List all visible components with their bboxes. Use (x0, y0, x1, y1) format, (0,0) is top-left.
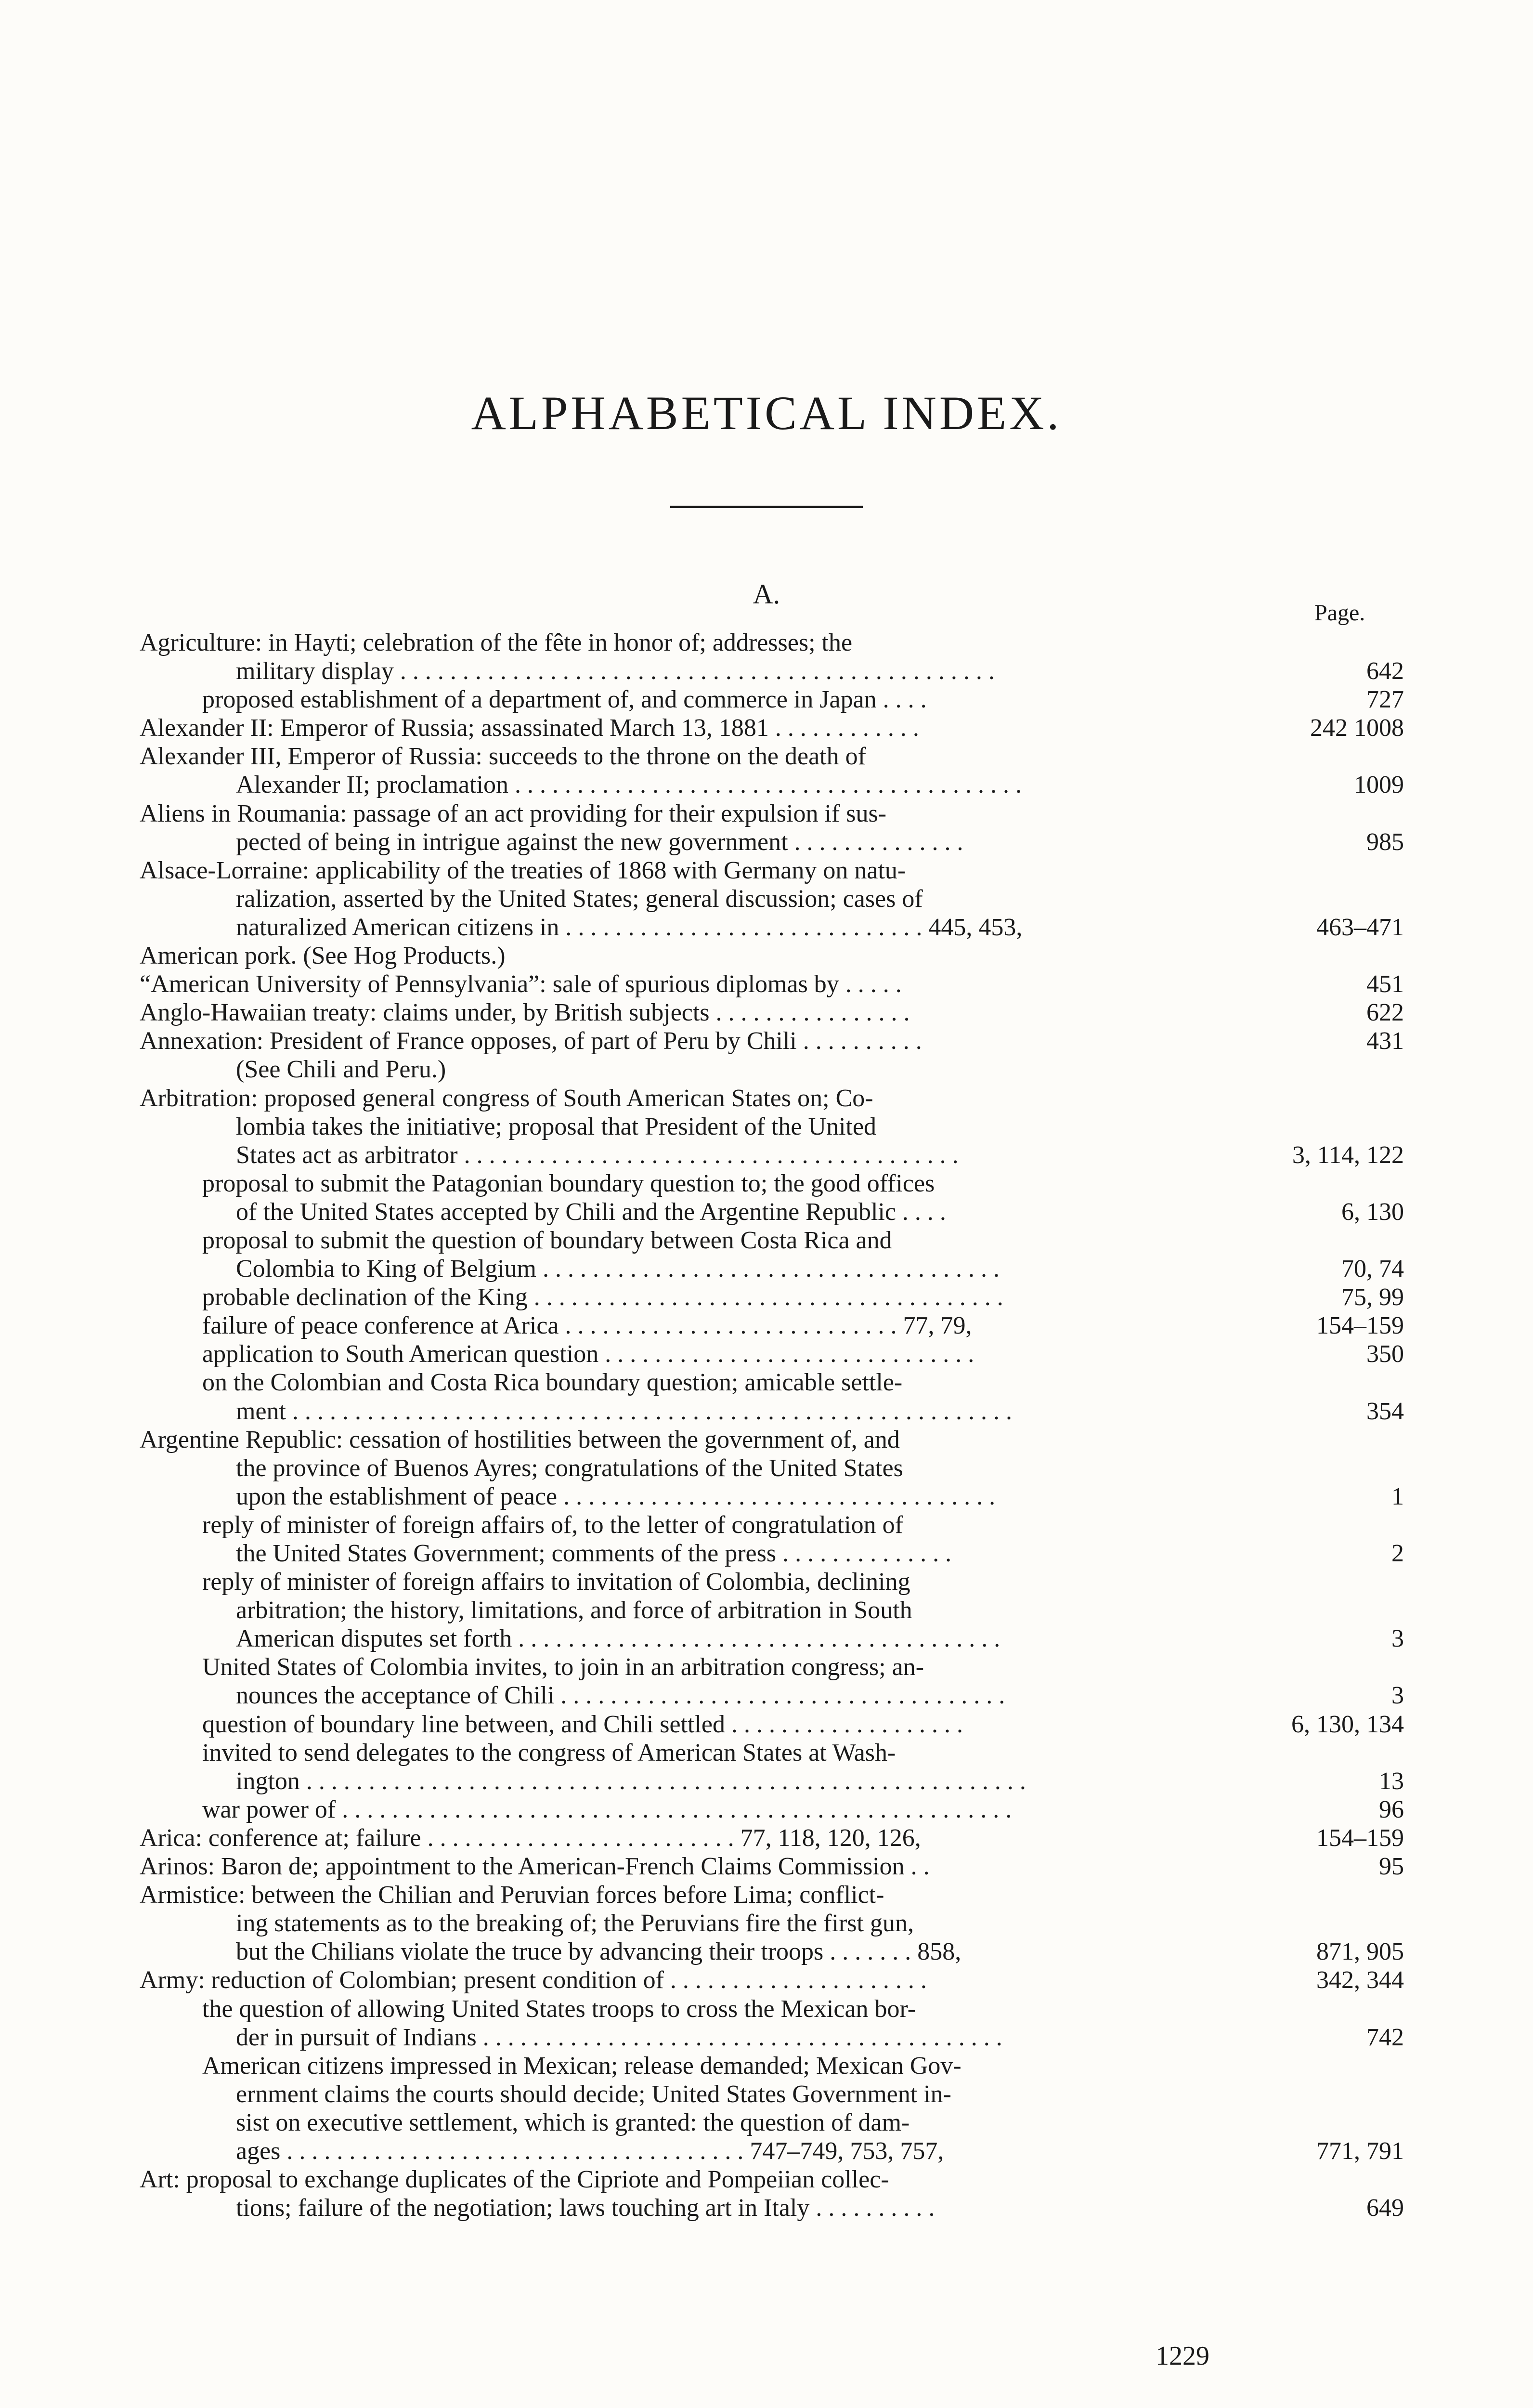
index-line-page: 154–159 (1316, 1824, 1404, 1852)
index-line-text: American citizens impressed in Mexican; release demanded; Mexican Gov- (202, 2052, 961, 2080)
index-line (140, 2165, 1404, 2194)
index-line (140, 1795, 1404, 1824)
index-line-text: nounces the acceptance of Chili . . . . . . . . . . . . . . . . . . . . . . . . . . . . . . . . . . . . (236, 1682, 1005, 1710)
index-line-text: Arbitration: proposed general congress of South American States on; Co- (140, 1084, 873, 1112)
index-line (140, 1511, 1404, 1539)
index-line (140, 714, 1404, 742)
page-number: 1229 (1156, 2341, 1209, 2371)
index-line-text: arbitration; the history, limitations, and force of arbitration in South (236, 1597, 912, 1624)
title-rule (670, 506, 863, 508)
index-line (140, 1027, 1404, 1055)
index-line (140, 1624, 1404, 1653)
index-line-text: (See Chili and Peru.) (236, 1056, 446, 1084)
index-line-page: 342, 344 (1316, 1966, 1404, 1994)
index-line (140, 1454, 1404, 1482)
index-line (140, 2052, 1404, 2080)
index-line (140, 1283, 1404, 1311)
index-line-text: States act as arbitrator . . . . . . . . . . . . . . . . . . . . . . . . . . . . . . . . . . . . . . . . (236, 1141, 959, 1169)
index-line-page: 350 (1366, 1340, 1404, 1368)
index-line (140, 913, 1404, 942)
index-line-text: probable declination of the King . . . . . . . . . . . . . . . . . . . . . . . . . . . . . . . . . . . . . . (202, 1283, 1003, 1311)
index-line-text: Aliens in Roumania: passage of an act providing for their expulsion if sus- (140, 799, 887, 827)
index-line-text: Arica: conference at; failure . . . . . . . . . . . . . . . . . . . . . . . . . 77, 118, 120, 126, (140, 1824, 921, 1852)
index-line-page: 985 (1366, 828, 1404, 856)
index-line-text: Colombia to King of Belgium . . . . . . . . . . . . . . . . . . . . . . . . . . . . . . . . . . . . . (236, 1255, 1000, 1283)
index-line-page: 742 (1366, 2023, 1404, 2051)
index-line (140, 1966, 1404, 1994)
index-line-text: Alexander II; proclamation . . . . . . . . . . . . . . . . . . . . . . . . . . . . . . . . . . . . . . . . . (236, 771, 1022, 799)
index-line (140, 1995, 1404, 2023)
index-line-text: Annexation: President of France opposes, of part of Peru by Chili . . . . . . . . . . (140, 1027, 922, 1055)
index-line-text: “American University of Pennsylvania”: sale of spurious diplomas by . . . . . (140, 970, 902, 998)
index-line (140, 1084, 1404, 1112)
index-line (140, 685, 1404, 714)
index-line-text: military display . . . . . . . . . . . . . . . . . . . . . . . . . . . . . . . . . . . . . . . . . . . . . . . . (236, 657, 995, 685)
index-line (140, 998, 1404, 1027)
index-line (140, 1937, 1404, 1966)
index-line-text: the province of Buenos Ayres; congratulations of the United States (236, 1454, 903, 1482)
index-line-text: United States of Colombia invites, to join in an arbitration congress; an- (202, 1653, 924, 1681)
index-line (140, 771, 1404, 799)
index-line-page: 431 (1366, 1027, 1404, 1055)
index-line-text: reply of minister of foreign affairs of, to the letter of congratulation of (202, 1511, 903, 1539)
index-line-text: ment . . . . . . . . . . . . . . . . . . . . . . . . . . . . . . . . . . . . . . . . . . . . . . . . . . . . . . . . . . (236, 1397, 1012, 1425)
index-line-page: 871, 905 (1316, 1938, 1404, 1966)
index-line-text: ages . . . . . . . . . . . . . . . . . . . . . . . . . . . . . . . . . . . . . 747–749, 753, 757, (236, 2137, 944, 2165)
index-line (140, 1198, 1404, 1226)
index-line-text: Alexander II: Emperor of Russia; assassinated March 13, 1881 . . . . . . . . . . . . (140, 714, 919, 742)
index-line-page: 3 (1391, 1682, 1404, 1710)
index-line (140, 942, 1404, 970)
index-line-text: Agriculture: in Hayti; celebration of the fête in honor of; addresses; the (140, 629, 853, 656)
index-line (140, 1340, 1404, 1368)
index-line (140, 2194, 1404, 2222)
index-line-text: upon the establishment of peace . . . . . . . . . . . . . . . . . . . . . . . . . . . . . . . . . . . (236, 1482, 996, 1510)
index-line-text: tions; failure of the negotiation; laws touching art in Italy . . . . . . . . . . (236, 2194, 935, 2222)
index-line-text: on the Colombian and Costa Rica boundary question; amicable settle- (202, 1369, 903, 1397)
index-line (140, 1739, 1404, 1767)
index-line-page: 771, 791 (1316, 2137, 1404, 2165)
index-line (140, 828, 1404, 856)
index-line-text: Army: reduction of Colombian; present condition of . . . . . . . . . . . . . . . . . . . . . (140, 1966, 927, 1994)
index-line-page: 154–159 (1316, 1312, 1404, 1340)
index-line (140, 1881, 1404, 1909)
index-line-page: 3, 114, 122 (1292, 1141, 1404, 1169)
index-line-text: American disputes set forth . . . . . . . . . . . . . . . . . . . . . . . . . . . . . . . . . . . . . . . (236, 1625, 1000, 1653)
index-line (140, 1681, 1404, 1710)
index-entries (140, 628, 1404, 2222)
index-line-text: Alsace-Lorraine: applicability of the treaties of 1868 with Germany on natu- (140, 856, 906, 884)
index-line-text: the United States Government; comments of the press . . . . . . . . . . . . . . (236, 1540, 952, 1567)
index-line (140, 1568, 1404, 1596)
index-line-page: 1009 (1354, 771, 1404, 799)
index-line-page: 451 (1366, 970, 1404, 998)
index-line-text: proposal to submit the question of boundary between Costa Rica and (202, 1226, 892, 1254)
index-line-text: failure of peace conference at Arica . . . . . . . . . . . . . . . . . . . . . . . . . . . 77, 79, (202, 1312, 972, 1340)
index-line (140, 1539, 1404, 1568)
index-line-page: 3 (1391, 1625, 1404, 1653)
index-line-page: 727 (1366, 686, 1404, 714)
index-line-page: 354 (1366, 1397, 1404, 1425)
index-line (140, 657, 1404, 685)
index-line-page: 70, 74 (1341, 1255, 1404, 1283)
index-line (140, 1653, 1404, 1681)
index-line (140, 1824, 1404, 1852)
index-line (140, 799, 1404, 828)
index-line (140, 885, 1404, 913)
index-line-text: but the Chilians violate the truce by advancing their troops . . . . . . . 858, (236, 1938, 961, 1966)
index-line-text: Alexander III, Emperor of Russia: succeeds to the throne on the death of (140, 743, 866, 771)
index-line (140, 1141, 1404, 1169)
index-line-page: 95 (1379, 1853, 1404, 1881)
index-line-text: sist on executive settlement, which is granted: the question of dam- (236, 2108, 910, 2136)
index-line (140, 1909, 1404, 1937)
index-line-text: question of boundary line between, and Chili settled . . . . . . . . . . . . . . . . . . . (202, 1710, 963, 1738)
index-line-page: 463–471 (1316, 913, 1404, 941)
index-line-text: lombia takes the initiative; proposal that President of the United (236, 1112, 877, 1140)
index-line-page: 96 (1379, 1795, 1404, 1823)
index-line (140, 1852, 1404, 1881)
index-line-page: 649 (1366, 2194, 1404, 2222)
index-line-page: 2 (1391, 1540, 1404, 1567)
index-line (140, 1368, 1404, 1397)
index-line (140, 1311, 1404, 1340)
index-line-text: war power of . . . . . . . . . . . . . . . . . . . . . . . . . . . . . . . . . . . . . . . . . . . . . . . . . . . . . . (202, 1795, 1012, 1823)
index-line (140, 1169, 1404, 1198)
index-line-text: Argentine Republic: cessation of hostilities between the government of, and (140, 1426, 900, 1453)
index-line (140, 2137, 1404, 2165)
index-line (140, 1596, 1404, 1624)
index-line-text: der in pursuit of Indians . . . . . . . . . . . . . . . . . . . . . . . . . . . . . . . . . . . . . . . . . . (236, 2023, 1002, 2051)
index-line-text: application to South American question . . . . . . . . . . . . . . . . . . . . . . . . . . . . . . (202, 1340, 974, 1368)
index-line-text: pected of being in intrigue against the new government . . . . . . . . . . . . . . (236, 828, 963, 856)
index-line-text: proposed establishment of a department of, and commerce in Japan . . . . (202, 686, 927, 714)
index-line-text: American pork. (See Hog Products.) (140, 942, 506, 970)
index-line-text: Art: proposal to exchange duplicates of the Cipriote and Pompeiian collec- (140, 2166, 889, 2194)
index-line-text: ington . . . . . . . . . . . . . . . . . . . . . . . . . . . . . . . . . . . . . . . . . . . . . . . . . . . . . . . . . . (236, 1767, 1026, 1795)
section-letter: A. (753, 578, 780, 610)
index-line-text: Armistice: between the Chilian and Peruvian forces before Lima; conflict- (140, 1881, 884, 1909)
page-column-header: Page. (1314, 600, 1365, 626)
index-line-text: ing statements as to the breaking of; the Peruvians fire the first gun, (236, 1910, 914, 1937)
page-title: ALPHABETICAL INDEX. (471, 386, 1062, 440)
index-line (140, 1226, 1404, 1255)
index-line (140, 2108, 1404, 2137)
index-line (140, 742, 1404, 771)
index-line-page: 1 (1391, 1482, 1404, 1510)
index-line (140, 1112, 1404, 1141)
index-line (140, 1767, 1404, 1795)
index-line-page: 75, 99 (1341, 1283, 1404, 1311)
index-line (140, 2023, 1404, 2052)
index-line-text: naturalized American citizens in . . . . . . . . . . . . . . . . . . . . . . . . . . . . . 445, 453, (236, 913, 1023, 941)
index-line (140, 1255, 1404, 1283)
index-line-text: ernment claims the courts should decide; United States Government in- (236, 2080, 951, 2108)
index-line-text: of the United States accepted by Chili and the Argentine Republic . . . . (236, 1198, 946, 1226)
index-line-text: proposal to submit the Patagonian boundary question to; the good offices (202, 1169, 935, 1197)
index-line-text: invited to send delegates to the congress of American States at Wash- (202, 1739, 896, 1767)
index-line-text: reply of minister of foreign affairs to invitation of Colombia, declining (202, 1568, 910, 1596)
index-line-page: 6, 130 (1341, 1198, 1404, 1226)
index-line-text: ralization, asserted by the United States; general discussion; cases of (236, 885, 923, 913)
index-line (140, 2080, 1404, 2108)
index-line-page: 13 (1379, 1767, 1404, 1795)
index-line (140, 1710, 1404, 1739)
index-line-text: Anglo-Hawaiian treaty: claims under, by British subjects . . . . . . . . . . . . . . . . (140, 999, 910, 1027)
index-line-page: 642 (1366, 657, 1404, 685)
index-line (140, 856, 1404, 885)
index-line-page: 242 1008 (1310, 714, 1404, 742)
index-line (140, 970, 1404, 998)
index-line-page: 6, 130, 134 (1291, 1710, 1404, 1738)
index-line-page: 622 (1366, 999, 1404, 1027)
index-line (140, 628, 1404, 657)
index-line (140, 1055, 1404, 1084)
index-line-text: the question of allowing United States troops to cross the Mexican bor- (202, 1995, 916, 2023)
index-line-text: Arinos: Baron de; appointment to the American-French Claims Commission . . (140, 1853, 930, 1881)
index-line (140, 1426, 1404, 1454)
index-line (140, 1482, 1404, 1511)
index-line (140, 1397, 1404, 1426)
